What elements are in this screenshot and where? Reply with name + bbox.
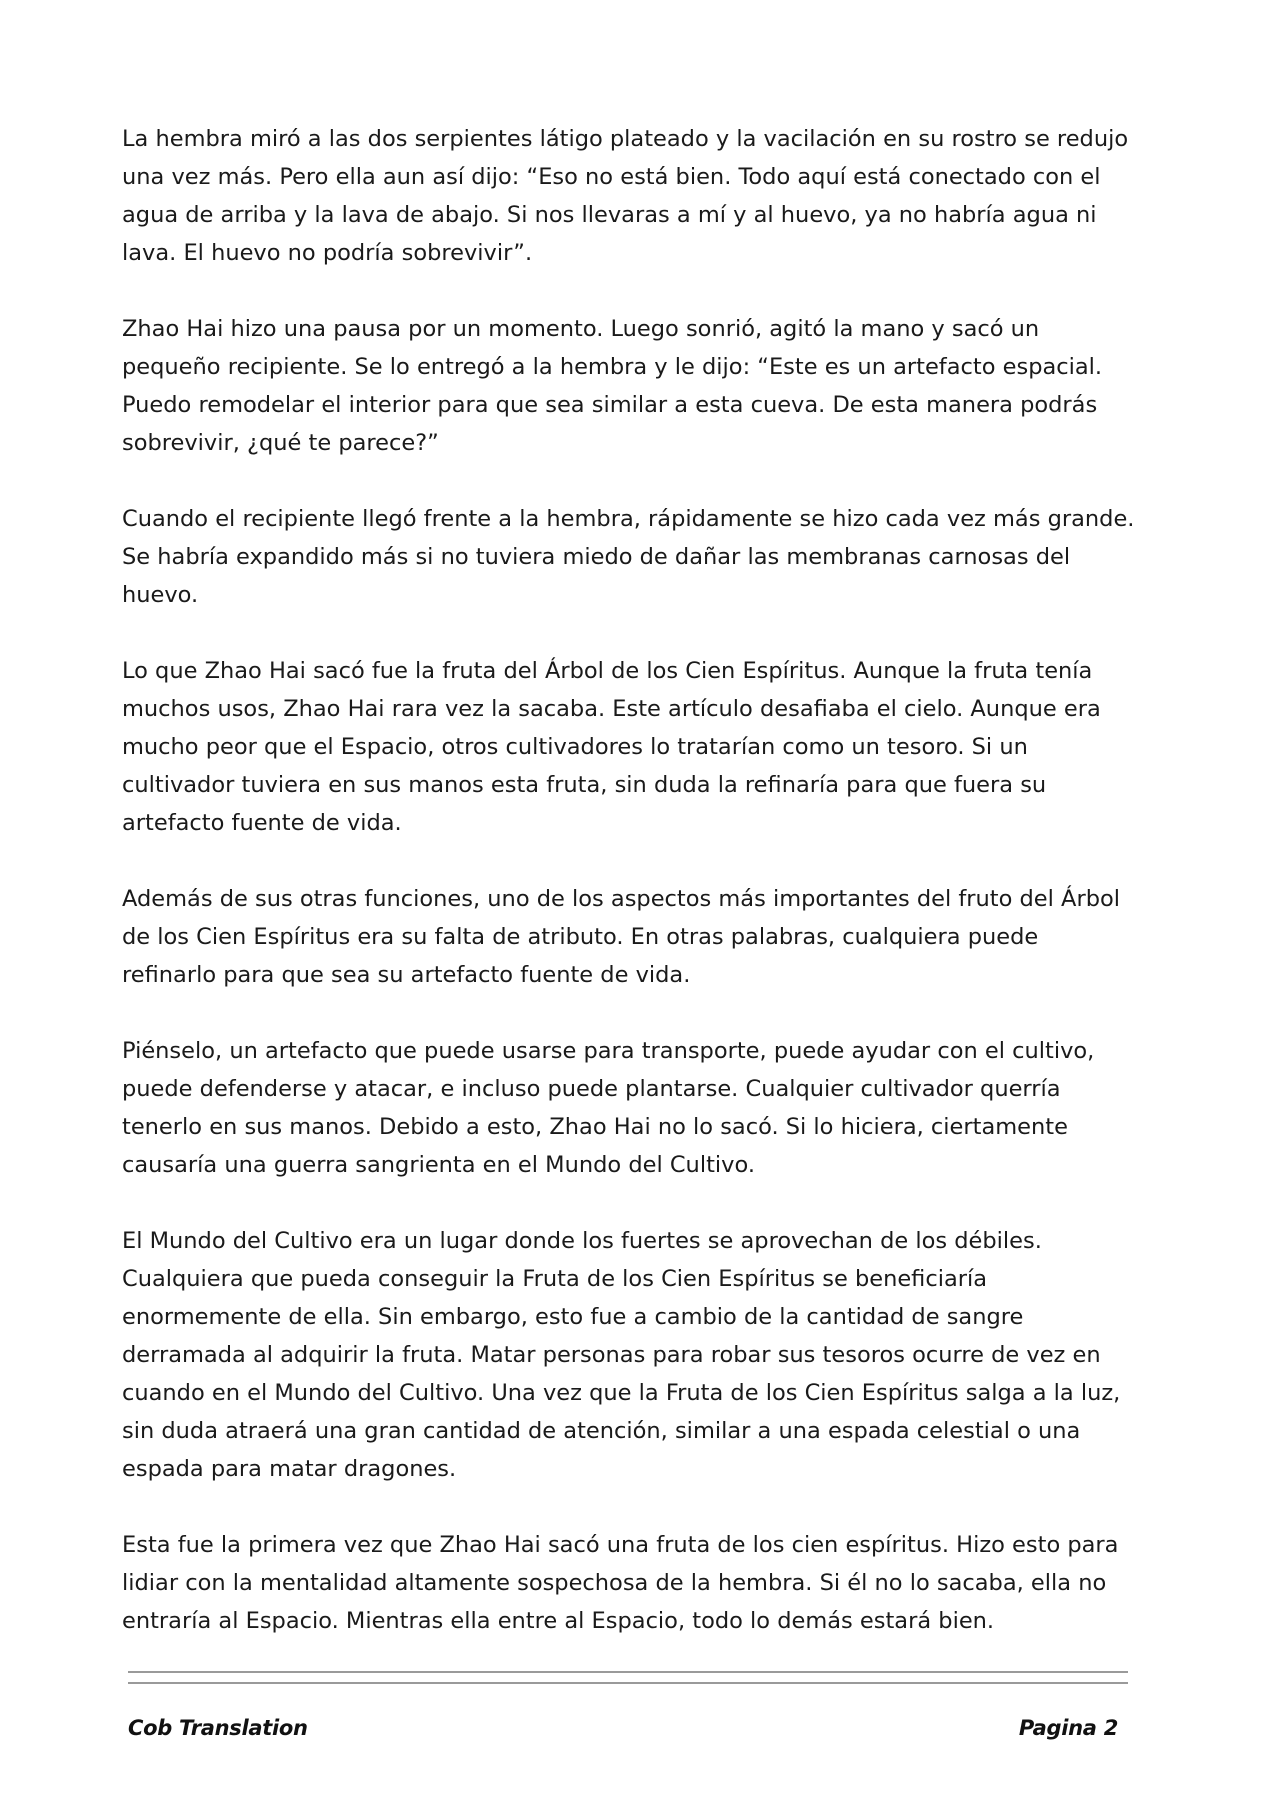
paragraph-5: Además de sus otras funciones, uno de los aspectos más importantes del fruto del Árbol de los Cien Espíritus era su falta de atributo. En otras palabras, cualquiera puede refinarlo para que sea su artefacto fuente de vida. [122, 886, 1120, 988]
paragraph-6: Piénselo, un artefacto que puede usarse para transporte, puede ayudar con el cultivo, puede defenderse y atacar, e incluso puede plantarse. Cualquier cultivador querría tenerlo en sus manos. Debido a esto, Zhao Hai no lo sacó. Si lo hiciera, ciertamente causaría una guerra sangrienta en el Mundo del Cultivo. [122, 1038, 1095, 1178]
paragraph-7: El Mundo del Cultivo era un lugar donde los fuertes se aprovechan de los débiles. Cualquiera que pueda conseguir la Fruta de los Cien Espíritus se beneficiaría enormemente de ella. Sin embargo, esto fue a cambio de la cantidad de sangre derramada al adquirir la fruta. Matar personas para robar sus tesoros ocurre de vez en cuando en el Mundo del Cultivo. Una vez que la Fruta de los Cien Espíritus salga a la luz, sin duda atraerá una gran cantidad de atención, similar a una espada celestial o una espada para matar dragones. [122, 1228, 1121, 1482]
paragraph-3: Cuando el recipiente llegó frente a la hembra, rápidamente se hizo cada vez más grande. Se habría expandido más si no tuviera miedo de dañar las membranas carnosas del huevo. [122, 506, 1135, 608]
page-number: Pagina 2 [1018, 1716, 1118, 1740]
footer-credit: Cob Translation [128, 1716, 308, 1740]
paragraph-4: Lo que Zhao Hai sacó fue la fruta del Árbol de los Cien Espíritus. Aunque la fruta tenía muchos usos, Zhao Hai rara vez la sacaba. Este artículo desafiaba el cielo. Aunque era mucho peor que el Espacio, otros cultivadores lo tratarían como un tesoro. Si un cultivador tuviera en sus manos esta fruta, sin duda la refinaría para que fuera su artefacto fuente de vida. [122, 658, 1101, 836]
paragraph-1: La hembra miró a las dos serpientes látigo plateado y la vacilación en su rostro se redujo una vez más. Pero ella aun así dijo: “Eso no está bien. Todo aquí está conectado con el agua de arriba y la lava de abajo. Si nos llevaras a mí y al huevo, ya no habría agua ni lava. El huevo no podría sobrevivir”. [122, 126, 1129, 266]
footer-divider-top [128, 1671, 1128, 1673]
paragraph-8: Esta fue la primera vez que Zhao Hai sacó una fruta de los cien espíritus. Hizo esto para lidiar con la mentalidad altamente sospechosa de la hembra. Si él no lo sacaba, ella no entraría al Espacio. Mientras ella entre al Espacio, todo lo demás estará bien. [122, 1532, 1119, 1634]
paragraph-2: Zhao Hai hizo una pausa por un momento. Luego sonrió, agitó la mano y sacó un pequeño recipiente. Se lo entregó a la hembra y le dijo: “Este es un artefacto espacial. Puedo remodelar el interior para que sea similar a esta cueva. De esta manera podrás sobrevivir, ¿qué te parece?” [122, 316, 1103, 456]
footer-divider-bottom [128, 1682, 1128, 1684]
body-text [122, 120, 1138, 1678]
